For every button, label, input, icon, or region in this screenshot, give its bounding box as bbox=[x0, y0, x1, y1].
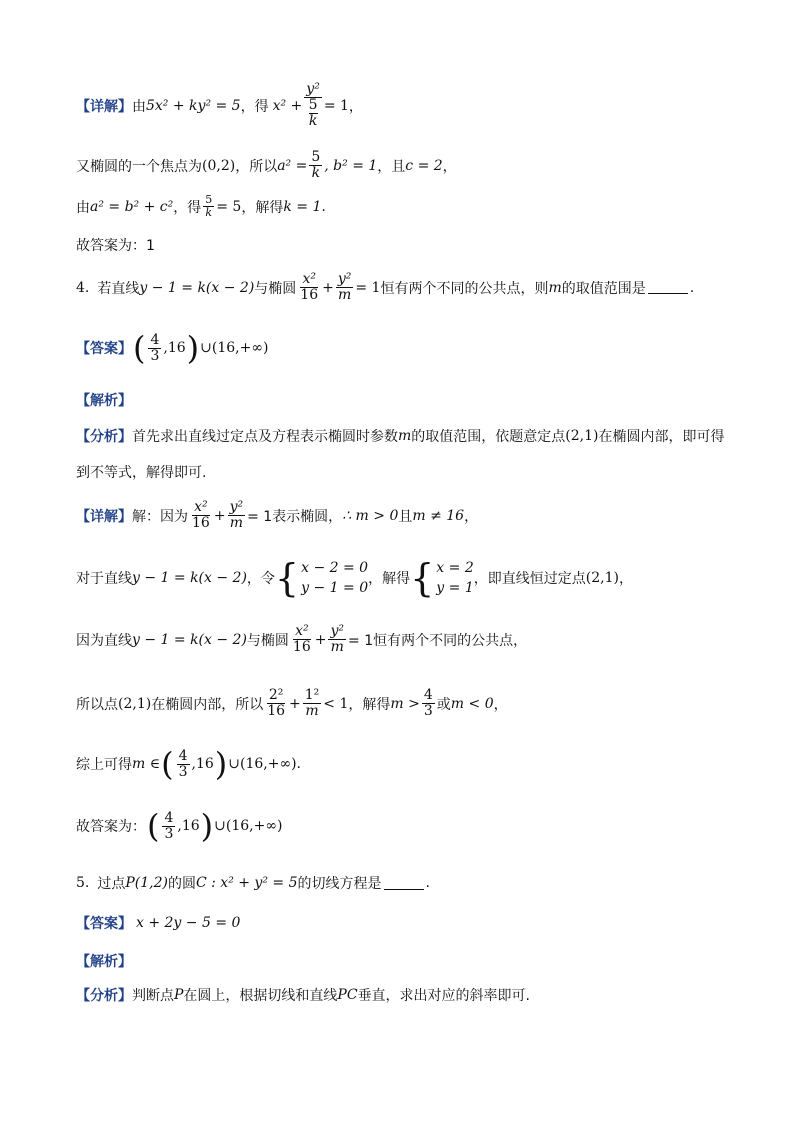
detail-label: 【详解】 bbox=[76, 98, 132, 115]
analysis-head-label: 【解析】 bbox=[76, 954, 132, 970]
numerator: 5 bbox=[311, 149, 321, 165]
q4-detail-line1 bbox=[76, 500, 478, 531]
equation: x² + bbox=[272, 97, 303, 114]
equation: x − 2 = 0 bbox=[301, 560, 369, 576]
math: P bbox=[174, 987, 184, 1003]
math: (0,2) bbox=[202, 157, 236, 174]
numerator: 4 bbox=[423, 687, 433, 703]
text: 到不等式，解得即可. bbox=[76, 465, 207, 481]
q3-final-answer bbox=[76, 235, 155, 255]
text: . bbox=[425, 875, 430, 891]
numerator: x² bbox=[302, 271, 316, 287]
left-paren: ( bbox=[133, 329, 146, 367]
math: m bbox=[398, 428, 412, 444]
text: = 1表示椭圆， bbox=[247, 508, 343, 525]
numerator: 4 bbox=[178, 747, 188, 764]
denominator: 3 bbox=[164, 825, 174, 842]
numerator: 5 bbox=[205, 193, 213, 206]
text: 故答案为：1 bbox=[76, 238, 155, 254]
text: 恒有两个不同的公共点，则 bbox=[380, 280, 549, 297]
text: 与椭圆 bbox=[254, 280, 297, 297]
math: ∪(16,+∞). bbox=[228, 756, 302, 772]
inner-numerator: 5 bbox=[308, 97, 318, 113]
fraction-x2-over-16 bbox=[291, 624, 313, 655]
text: ，得 bbox=[173, 199, 202, 216]
text: 垂直，求出对应的斜率即可. bbox=[357, 988, 531, 1004]
q5-analysis-head bbox=[76, 951, 132, 971]
fraction-y2-over-m bbox=[336, 272, 354, 303]
text: ，解得 bbox=[368, 571, 411, 587]
left-brace: { bbox=[410, 556, 435, 600]
text: 综上可得 bbox=[76, 757, 132, 773]
text: 首先求出直线过定点及方程表示椭圆时参数 bbox=[132, 429, 398, 445]
denominator: 16 bbox=[300, 287, 319, 303]
text: ，令 bbox=[246, 571, 275, 587]
text: 在圆上，根据切线和直线 bbox=[183, 988, 338, 1004]
left-brace: { bbox=[274, 556, 300, 600]
math: ,16 bbox=[163, 340, 186, 356]
q4-detail-line4 bbox=[76, 688, 508, 719]
right-paren: ) bbox=[186, 329, 200, 367]
denominator: m bbox=[330, 639, 344, 655]
answer-blank bbox=[648, 281, 688, 294]
fraction-x2-over-16 bbox=[298, 272, 320, 303]
math: , b² = 1 bbox=[324, 157, 378, 174]
q3-detail-line2 bbox=[76, 150, 457, 181]
math: a² = b² + c² bbox=[90, 198, 174, 215]
math: PC bbox=[337, 987, 358, 1003]
math: m < 0 bbox=[450, 695, 494, 712]
math: y − 1 = k(x − 2) bbox=[132, 570, 247, 586]
math: P(1,2) bbox=[125, 875, 168, 891]
math: (2,1) bbox=[585, 570, 619, 586]
detail-label: 【详解】 bbox=[76, 508, 132, 525]
text: 判断点 bbox=[132, 988, 174, 1004]
math: ,16 bbox=[191, 756, 214, 772]
q4-analysis-head bbox=[76, 390, 132, 410]
equation: x = 2 bbox=[436, 560, 474, 576]
answer-label: 【答案】 bbox=[76, 341, 132, 357]
question-number: 5. bbox=[76, 875, 90, 891]
math: y − 1 = k(x − 2) bbox=[139, 279, 255, 296]
numerator: y² bbox=[306, 81, 320, 97]
math: m > bbox=[390, 695, 420, 712]
left-paren: ( bbox=[161, 745, 174, 783]
math: m bbox=[548, 279, 562, 296]
math: = 5 bbox=[216, 198, 242, 215]
q4-answer bbox=[76, 329, 269, 367]
text: 且 bbox=[398, 508, 413, 525]
q5-question bbox=[76, 873, 430, 893]
q5-answer bbox=[76, 913, 240, 933]
text: 或 bbox=[436, 696, 451, 713]
text: 若直线 bbox=[97, 280, 140, 297]
text: ， bbox=[464, 508, 479, 525]
text: ，得 bbox=[240, 98, 269, 115]
fraction-4-over-3 bbox=[422, 688, 435, 719]
numerator: x² bbox=[194, 499, 208, 515]
text: ， bbox=[493, 696, 508, 713]
denominator: k bbox=[311, 165, 321, 181]
q4-analysis-line1 bbox=[76, 426, 724, 446]
math: a² = bbox=[277, 157, 308, 174]
denominator: 16 bbox=[292, 639, 311, 655]
text: ，且 bbox=[377, 158, 406, 175]
denominator: 3 bbox=[178, 763, 188, 780]
fraction-4-over-3 bbox=[162, 811, 175, 842]
text: 在椭圆内部，所以 bbox=[151, 696, 264, 713]
fraction-y2-over-m bbox=[328, 624, 346, 655]
math: + bbox=[289, 695, 301, 712]
text: 所以点 bbox=[76, 696, 118, 713]
numerator: y² bbox=[337, 271, 352, 287]
fraction-5-over-k bbox=[203, 194, 214, 219]
math: + bbox=[314, 631, 327, 648]
numerator: 1² bbox=[304, 687, 320, 703]
q4-question bbox=[76, 272, 694, 303]
math: m ∈ bbox=[132, 756, 161, 772]
q3-detail-line3 bbox=[76, 194, 326, 219]
text: 因为直线 bbox=[76, 632, 132, 649]
math: (2,1) bbox=[118, 695, 152, 712]
denominator: 3 bbox=[150, 347, 160, 364]
denominator: 16 bbox=[192, 515, 210, 531]
text: ，所以 bbox=[235, 158, 278, 175]
q4-detail-line6 bbox=[76, 807, 283, 845]
right-paren: ) bbox=[200, 807, 214, 845]
numerator: x² bbox=[295, 623, 309, 639]
text: . bbox=[321, 198, 326, 215]
text: ， bbox=[442, 158, 457, 175]
text: ，即直线恒过定点 bbox=[473, 571, 586, 587]
equation: y = 1 bbox=[436, 580, 474, 596]
q4-detail-line3 bbox=[76, 624, 527, 655]
math: ∴ m > 0 bbox=[342, 507, 399, 524]
fraction-y2-over-m bbox=[228, 500, 246, 531]
q5-analysis-line bbox=[76, 985, 530, 1005]
math: = 1 bbox=[355, 279, 381, 296]
denominator: 16 bbox=[267, 703, 286, 719]
text: ，解得 bbox=[348, 696, 391, 713]
text: = 1恒有两个不同的公共点， bbox=[348, 632, 528, 649]
text: 与椭圆 bbox=[246, 632, 289, 649]
math: (2,1) bbox=[565, 428, 599, 444]
denominator: m bbox=[337, 287, 352, 303]
math: y − 1 = k(x − 2) bbox=[132, 631, 247, 648]
numerator: 4 bbox=[164, 809, 174, 826]
text: 解：因为 bbox=[132, 508, 188, 525]
denominator: k bbox=[205, 206, 213, 219]
equation-system bbox=[301, 558, 368, 598]
left-paren: ( bbox=[147, 807, 160, 845]
numerator: y² bbox=[229, 499, 244, 515]
solution-system bbox=[436, 558, 473, 598]
math: < 1 bbox=[323, 695, 349, 712]
denominator: 3 bbox=[423, 703, 433, 719]
analysis-head-label: 【解析】 bbox=[76, 393, 132, 409]
text: ， bbox=[618, 571, 633, 587]
answer-label: 【答案】 bbox=[76, 916, 132, 932]
q3-detail-line1 bbox=[76, 82, 363, 129]
equation: 5x² + ky² = 5 bbox=[146, 97, 241, 114]
math: m ≠ 16 bbox=[412, 507, 465, 524]
math: C : x² + y² = 5 bbox=[195, 875, 298, 891]
math: ,16 bbox=[177, 818, 200, 834]
numerator: 4 bbox=[150, 331, 160, 348]
fraction-2sq-over-16 bbox=[265, 688, 287, 719]
fraction-4-over-3 bbox=[177, 749, 190, 780]
fraction-y2-over-5k bbox=[304, 82, 322, 129]
analysis-label: 【分析】 bbox=[76, 429, 132, 445]
text: 由 bbox=[132, 98, 146, 115]
math: x + 2y − 5 = 0 bbox=[136, 915, 241, 931]
denominator: m bbox=[229, 515, 243, 531]
question-number: 4. bbox=[76, 279, 90, 296]
text: 由 bbox=[76, 199, 90, 216]
text: 的取值范围是 bbox=[561, 280, 646, 297]
text: 在椭圆内部，即可得 bbox=[598, 429, 725, 445]
fraction-4-over-3 bbox=[148, 333, 161, 364]
fraction-5-over-k bbox=[309, 150, 322, 181]
text: 又椭圆的一个焦点为 bbox=[76, 158, 202, 175]
inner-denominator: k bbox=[308, 113, 318, 129]
text: 过点 bbox=[97, 876, 126, 892]
analysis-label: 【分析】 bbox=[76, 988, 132, 1004]
text: . bbox=[689, 279, 695, 296]
text: 的切线方程是 bbox=[297, 876, 382, 892]
text: ， bbox=[348, 98, 363, 115]
equation: y − 1 = 0 bbox=[301, 580, 369, 596]
numerator: y² bbox=[330, 623, 345, 639]
text: ，解得 bbox=[241, 199, 284, 216]
text: 的取值范围，依题意定点 bbox=[411, 429, 566, 445]
fraction-1sq-over-m bbox=[303, 688, 322, 719]
denominator: m bbox=[305, 703, 319, 719]
right-paren: ) bbox=[214, 745, 228, 783]
numerator: 2² bbox=[268, 687, 284, 703]
text: 的圆 bbox=[167, 876, 196, 892]
math: ∪(16,+∞) bbox=[200, 340, 269, 356]
text: 对于直线 bbox=[76, 571, 132, 587]
q4-detail-line2 bbox=[76, 558, 633, 598]
math: c = 2 bbox=[405, 157, 443, 174]
text: 故答案为： bbox=[76, 819, 146, 835]
math: + bbox=[213, 507, 226, 524]
q4-analysis-line2 bbox=[76, 462, 206, 482]
math: + bbox=[322, 279, 334, 296]
denominator bbox=[307, 98, 320, 129]
math: ∪(16,+∞) bbox=[214, 818, 283, 834]
math: k = 1 bbox=[283, 198, 322, 215]
equation: = 1 bbox=[323, 97, 349, 114]
answer-blank bbox=[384, 877, 424, 890]
fraction-x2-over-16 bbox=[190, 500, 212, 531]
q4-detail-line5 bbox=[76, 745, 302, 783]
